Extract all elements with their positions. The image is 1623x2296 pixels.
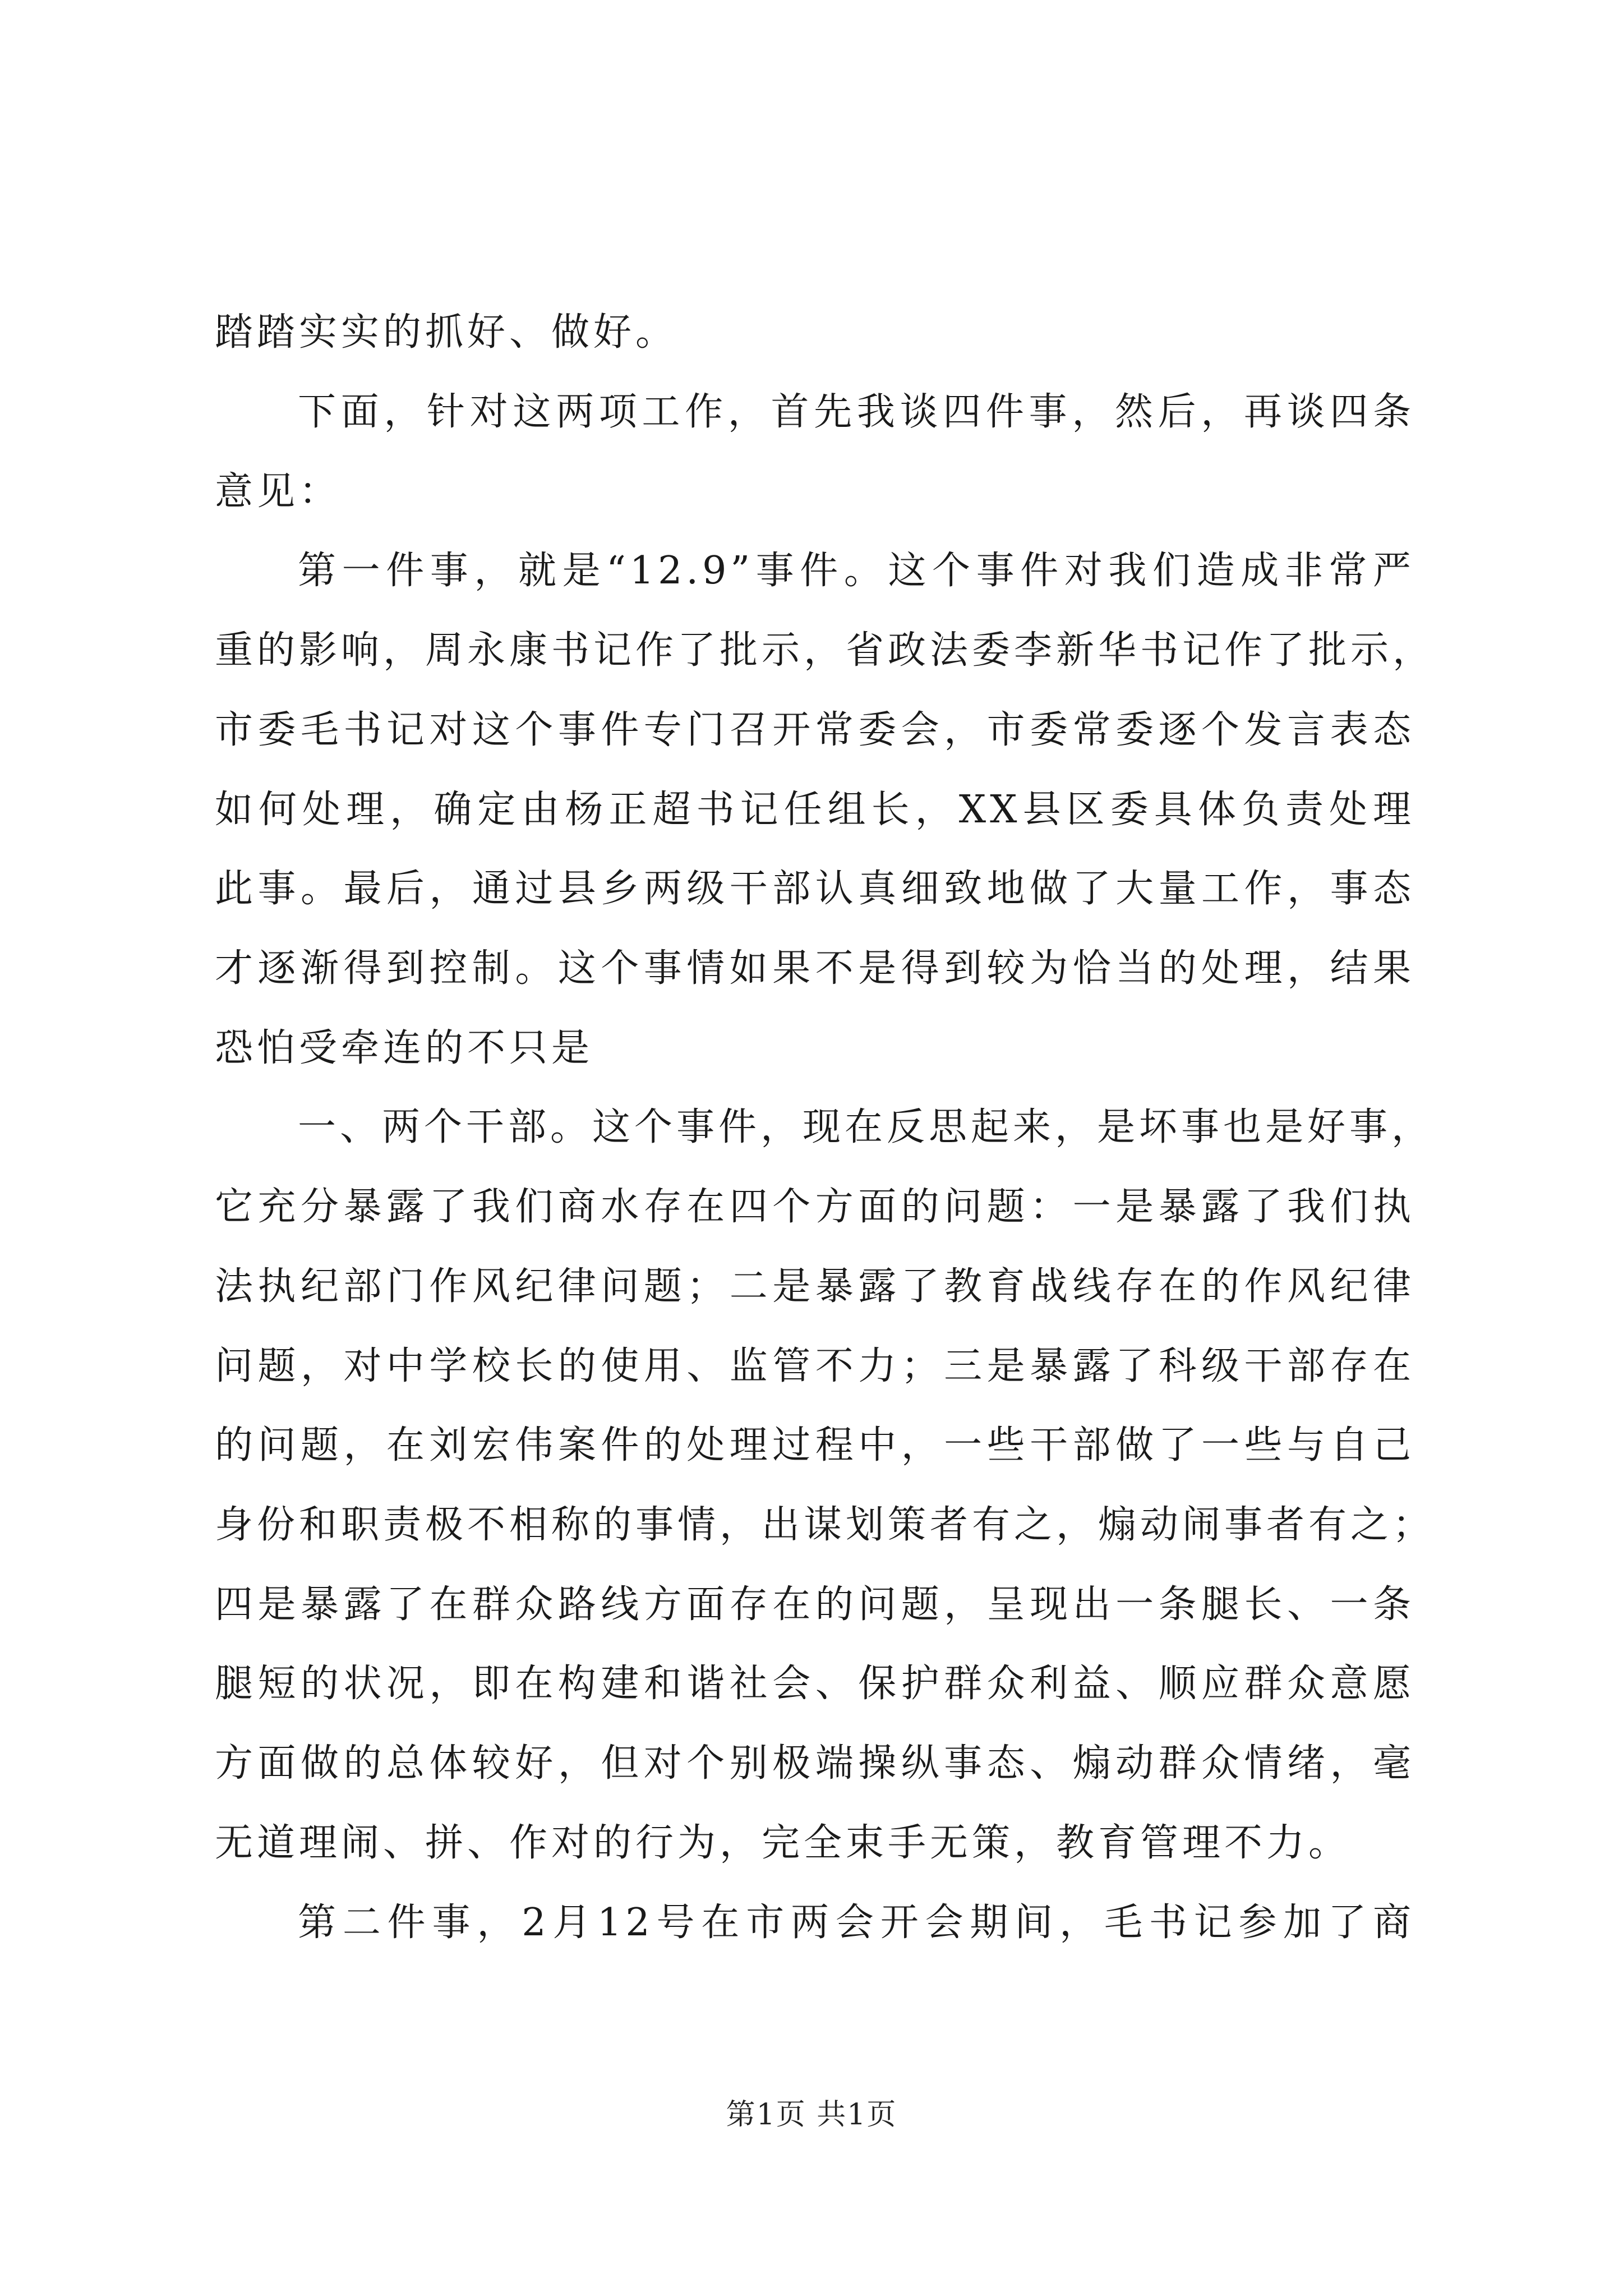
text-line-8: 此事。最后，通过县乡两级干部认真细致地做了大量工作，事态 [215, 867, 1415, 911]
text-line-7: 如何处理，确定由杨正超书记任组长，XX县区委具体负责处理 [215, 788, 1415, 832]
text-line-4: 第一件事，就是“12.9”事件。这个事件对我们造成非常严 [298, 549, 1415, 593]
text-line-19: 方面做的总体较好，但对个别极端操纵事态、煽动群众情绪，毫 [215, 1741, 1415, 1786]
text-line-12: 它充分暴露了我们商水存在四个方面的问题：一是暴露了我们执 [215, 1185, 1415, 1229]
text-line-16: 身份和职责极不相称的事情，出谋划策者有之，煽动闹事者有之； [215, 1503, 1435, 1547]
text-line-20: 无道理闹、拼、作对的行为，完全束手无策，教育管理不力。 [215, 1821, 1351, 1865]
text-line-21: 第二件事，2月12号在市两会开会期间，毛书记参加了商 [298, 1901, 1415, 1945]
page-footer: 第1页 共1页 [726, 2098, 897, 2132]
text-line-14: 问题，对中学校长的使用、监管不力；三是暴露了科级干部存在 [215, 1344, 1415, 1388]
text-line-10: 恐怕受牵连的不只是 [215, 1026, 594, 1070]
text-line-1: 踏踏实实的抓好、做好。 [215, 310, 678, 355]
text-line-9: 才逐渐得到控制。这个事情如果不是得到较为恰当的处理，结果 [215, 946, 1415, 991]
text-line-2: 下面，针对这两项工作，首先我谈四件事，然后，再谈四条 [298, 390, 1415, 434]
text-line-17: 四是暴露了在群众路线方面存在的问题，呈现出一条腿长、一条 [215, 1582, 1415, 1627]
text-line-15: 的问题，在刘宏伟案件的处理过程中，一些干部做了一些与自己 [215, 1423, 1415, 1467]
text-line-5: 重的影响，周永康书记作了批示，省政法委李新华书记作了批示， [215, 628, 1435, 673]
text-line-3: 意见： [215, 470, 342, 514]
text-line-13: 法执纪部门作风纪律问题；二是暴露了教育战线存在的作风纪律 [215, 1264, 1415, 1309]
text-line-11: 一、两个干部。这个事件，现在反思起来，是坏事也是好事， [298, 1105, 1434, 1149]
text-line-6: 市委毛书记对这个事件专门召开常委会，市委常委逐个发言表态 [215, 708, 1415, 752]
text-line-18: 腿短的状况，即在构建和谐社会、保护群众利益、顺应群众意愿 [215, 1662, 1415, 1706]
